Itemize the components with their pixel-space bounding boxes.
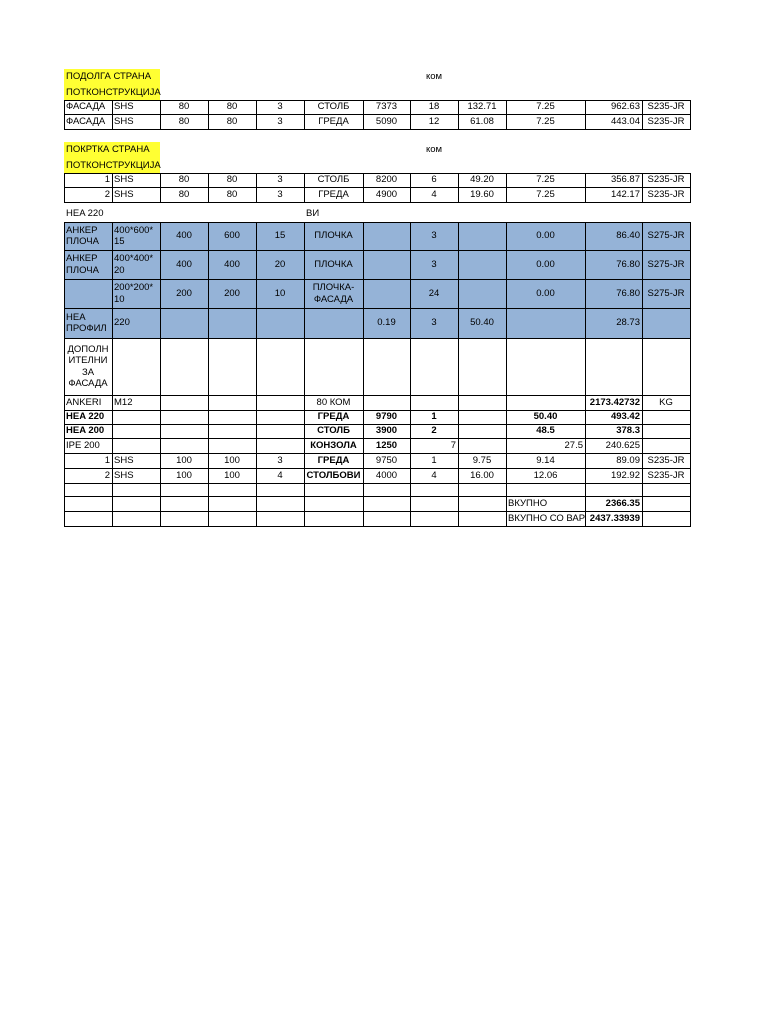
table-cell[interactable] — [64, 279, 112, 308]
table-cell[interactable] — [256, 511, 304, 526]
grid-line — [64, 395, 691, 396]
table-cell[interactable] — [160, 483, 208, 496]
table-cell[interactable]: KG — [659, 396, 673, 408]
table-cell[interactable]: 80 — [226, 115, 238, 127]
table-cell[interactable] — [363, 250, 410, 279]
table-cell[interactable] — [458, 410, 506, 424]
grid-line — [112, 173, 113, 203]
table-cell[interactable]: SHS — [114, 101, 134, 113]
table-cell[interactable]: ГРЕДА — [317, 411, 350, 423]
table-cell[interactable]: ПЛОЧКА — [304, 222, 363, 250]
table-cell[interactable] — [304, 338, 363, 395]
table-cell[interactable] — [506, 338, 585, 395]
row-label[interactable]: HEA 220 — [66, 208, 104, 220]
table-cell[interactable] — [208, 308, 256, 338]
table-cell[interactable] — [642, 308, 690, 338]
table-cell[interactable] — [458, 496, 506, 511]
table-cell[interactable]: ANKERI — [66, 396, 102, 408]
table-cell[interactable] — [208, 496, 256, 511]
grid-line — [363, 173, 364, 203]
table-cell[interactable]: 12.06 — [533, 469, 558, 481]
grid-line — [64, 187, 691, 188]
table-cell[interactable]: S235-JR — [647, 469, 685, 481]
table-cell[interactable] — [112, 410, 160, 424]
grid-line — [690, 100, 691, 130]
table-cell[interactable] — [363, 395, 410, 410]
table-cell[interactable]: 200 — [160, 279, 208, 308]
table-cell[interactable]: 400 — [160, 222, 208, 250]
table-cell[interactable] — [256, 424, 304, 438]
table-cell[interactable]: S275-JR — [642, 279, 690, 308]
table-cell[interactable]: ГРЕДА — [317, 454, 350, 466]
grid-line — [458, 222, 459, 396]
table-cell[interactable]: АНКЕР ПЛОЧА — [64, 222, 112, 250]
table-cell[interactable]: 12 — [428, 115, 440, 127]
table-cell[interactable]: 3 — [410, 308, 458, 338]
table-cell[interactable] — [160, 410, 208, 424]
grid-line — [410, 173, 411, 203]
table-cell[interactable]: 1 — [104, 454, 110, 466]
table-cell[interactable] — [256, 410, 304, 424]
row-label[interactable]: ВИ — [306, 208, 320, 220]
table-cell[interactable]: 7 — [450, 439, 456, 451]
table-cell[interactable] — [304, 496, 363, 511]
table-cell[interactable]: 378.3 — [616, 425, 640, 437]
grid-line — [304, 395, 305, 527]
table-cell[interactable]: 142.17 — [610, 188, 640, 200]
table-cell[interactable] — [208, 438, 256, 453]
grid-line — [363, 222, 364, 396]
table-cell[interactable] — [642, 438, 690, 453]
table-cell[interactable]: 2 — [431, 425, 437, 437]
table-cell[interactable] — [208, 338, 256, 395]
table-cell[interactable]: ГРЕДА — [318, 188, 349, 200]
table-cell[interactable]: 100 — [176, 469, 192, 481]
table-cell[interactable] — [160, 424, 208, 438]
table-cell[interactable] — [64, 511, 112, 526]
grid-line — [506, 395, 507, 527]
table-cell[interactable]: 80 — [226, 174, 238, 186]
table-cell[interactable] — [208, 395, 256, 410]
table-cell[interactable] — [410, 511, 458, 526]
table-cell[interactable]: 7373 — [375, 101, 398, 113]
table-cell[interactable]: 9790 — [375, 411, 398, 423]
table-cell[interactable] — [304, 483, 363, 496]
grid-line — [458, 100, 459, 130]
table-cell[interactable]: S235-JR — [647, 454, 685, 466]
table-cell[interactable]: SHS — [114, 469, 134, 481]
table-cell[interactable]: 3 — [277, 174, 283, 186]
table-cell[interactable]: S275-JR — [642, 222, 690, 250]
table-cell[interactable]: ФАСАДА — [66, 101, 106, 113]
table-cell[interactable]: 400 — [208, 250, 256, 279]
grid-line — [112, 100, 113, 130]
table-cell[interactable]: 20 — [256, 250, 304, 279]
table-cell[interactable]: 80 — [226, 101, 238, 113]
table-cell[interactable] — [363, 338, 410, 395]
table-cell[interactable] — [64, 483, 112, 496]
grid-line — [208, 173, 209, 203]
table-cell[interactable]: 3 — [410, 250, 458, 279]
grid-line — [64, 129, 691, 130]
table-cell[interactable]: S235-JR — [647, 115, 685, 127]
table-cell[interactable]: ФАСАДА — [66, 115, 106, 127]
grid-line — [160, 395, 161, 527]
table-cell[interactable]: 27.5 — [564, 439, 583, 451]
table-cell[interactable] — [112, 338, 160, 395]
table-cell[interactable]: 3 — [277, 101, 283, 113]
grid-line — [64, 438, 691, 439]
table-cell[interactable]: 1 — [431, 411, 437, 423]
total-vat-label[interactable]: ВКУПНО СО ВАР — [508, 512, 586, 524]
grid-line — [256, 222, 257, 396]
table-cell[interactable]: 80 — [178, 101, 190, 113]
grid-line — [64, 453, 691, 454]
table-cell[interactable]: ГРЕДА — [318, 115, 349, 127]
table-cell[interactable]: 600 — [208, 222, 256, 250]
grid-line — [585, 100, 586, 130]
table-cell[interactable]: 2 — [104, 188, 110, 200]
table-cell[interactable]: 5090 — [375, 115, 398, 127]
table-cell[interactable]: 192.92 — [610, 469, 640, 481]
table-cell[interactable]: SHS — [114, 174, 134, 186]
row-label[interactable]: ДОПОЛН ИТЕЛНИ ЗА ФАСАДА — [67, 343, 109, 389]
table-cell[interactable] — [642, 410, 690, 424]
table-cell[interactable] — [208, 410, 256, 424]
grid-line — [363, 100, 364, 130]
table-cell[interactable]: 100 — [176, 454, 192, 466]
grid-line — [64, 250, 691, 251]
table-cell[interactable] — [363, 222, 410, 250]
table-cell[interactable] — [458, 279, 506, 308]
table-cell[interactable]: S235-JR — [647, 101, 685, 113]
table-cell[interactable] — [112, 424, 160, 438]
table-cell[interactable]: 80 КОМ — [316, 396, 351, 408]
grid-line — [410, 395, 411, 527]
table-cell[interactable] — [410, 496, 458, 511]
table-cell[interactable]: 3 — [277, 454, 283, 466]
table-cell[interactable]: КОНЗОЛА — [310, 439, 357, 451]
grid-line — [458, 173, 459, 203]
grid-line — [64, 308, 691, 309]
table-cell[interactable]: 7.25 — [536, 188, 555, 200]
grid-line — [256, 395, 257, 527]
table-cell[interactable]: 4000 — [375, 469, 398, 481]
grid-line — [160, 100, 161, 130]
table-cell[interactable] — [256, 308, 304, 338]
table-cell[interactable]: 80 — [178, 174, 190, 186]
table-cell[interactable]: 100 — [224, 469, 240, 481]
grid-line — [506, 173, 507, 203]
table-cell[interactable] — [458, 250, 506, 279]
table-cell[interactable]: 132.71 — [467, 101, 497, 113]
table-cell[interactable] — [642, 338, 690, 395]
table-cell[interactable]: 0.00 — [506, 279, 585, 308]
table-cell[interactable]: 7.25 — [536, 101, 555, 113]
table-cell[interactable]: HEA 220 — [66, 411, 105, 423]
grid-line — [64, 496, 691, 497]
table-cell[interactable]: 80 — [178, 115, 190, 127]
table-cell[interactable]: 4 — [277, 469, 283, 481]
table-cell[interactable]: 4 — [431, 469, 437, 481]
grid-line — [64, 202, 691, 203]
grid-line — [64, 511, 691, 512]
grid-line — [160, 173, 161, 203]
table-cell[interactable]: 200 — [208, 279, 256, 308]
table-cell[interactable]: 76.80 — [585, 279, 642, 308]
total-label[interactable]: ВКУПНО — [508, 497, 548, 509]
table-cell[interactable]: 0.00 — [506, 250, 585, 279]
table-cell[interactable] — [160, 438, 208, 453]
table-cell[interactable] — [208, 424, 256, 438]
table-cell[interactable]: 89.09 — [616, 454, 640, 466]
grid-line — [363, 395, 364, 527]
total-vat-value[interactable]: 2437.33939 — [589, 512, 640, 524]
grid-line — [64, 222, 691, 223]
grid-line — [690, 222, 691, 396]
grid-line — [642, 395, 643, 527]
table-cell[interactable]: 86.40 — [585, 222, 642, 250]
table-cell[interactable] — [642, 511, 690, 526]
table-cell[interactable] — [256, 483, 304, 496]
table-cell[interactable]: 7.25 — [536, 174, 555, 186]
grid-line — [208, 222, 209, 396]
grid-line — [64, 279, 691, 280]
table-cell[interactable]: 0.00 — [506, 222, 585, 250]
grid-line — [64, 526, 691, 527]
table-cell[interactable] — [585, 338, 642, 395]
grid-line — [642, 222, 643, 396]
table-cell[interactable] — [642, 496, 690, 511]
table-cell[interactable]: 6 — [431, 174, 437, 186]
table-cell[interactable]: 16.00 — [470, 469, 494, 481]
table-cell[interactable]: S275-JR — [642, 250, 690, 279]
table-cell[interactable] — [458, 338, 506, 395]
table-cell[interactable]: SHS — [114, 454, 134, 466]
table-cell[interactable] — [458, 511, 506, 526]
table-cell[interactable]: 49.20 — [470, 174, 494, 186]
table-cell[interactable]: 18 — [428, 101, 440, 113]
grid-line — [304, 222, 305, 396]
table-cell[interactable]: 240.625 — [605, 439, 640, 451]
table-cell[interactable] — [458, 424, 506, 438]
table-cell[interactable]: M12 — [114, 396, 133, 408]
table-cell[interactable] — [410, 338, 458, 395]
table-cell[interactable]: 356.87 — [610, 174, 640, 186]
table-cell[interactable]: СТОЛБ — [317, 174, 350, 186]
table-cell[interactable] — [506, 395, 585, 410]
table-cell[interactable]: 220 — [112, 308, 160, 338]
grid-line — [64, 395, 65, 527]
table-cell[interactable]: 9750 — [375, 454, 398, 466]
table-cell[interactable] — [112, 438, 160, 453]
grid-line — [64, 114, 691, 115]
table-cell[interactable] — [160, 338, 208, 395]
table-cell[interactable] — [642, 483, 690, 496]
table-cell[interactable]: 2173.42732 — [589, 396, 640, 408]
table-cell[interactable]: АНКЕР ПЛОЧА — [64, 250, 112, 279]
table-cell[interactable] — [160, 511, 208, 526]
table-cell[interactable]: 3900 — [375, 425, 398, 437]
table-cell[interactable] — [256, 438, 304, 453]
table-cell[interactable]: 3 — [410, 222, 458, 250]
table-cell[interactable]: 8200 — [375, 174, 398, 186]
table-cell[interactable]: 19.60 — [470, 188, 494, 200]
table-cell[interactable]: 4900 — [375, 188, 398, 200]
table-cell[interactable]: HEA 200 — [66, 425, 105, 437]
table-cell[interactable] — [363, 511, 410, 526]
table-cell[interactable]: 61.08 — [470, 115, 494, 127]
grid-line — [64, 338, 691, 339]
grid-line — [64, 100, 65, 130]
table-cell[interactable] — [160, 308, 208, 338]
grid-line — [458, 395, 459, 527]
grid-line — [690, 173, 691, 203]
grid-line — [112, 222, 113, 396]
grid-line — [585, 222, 586, 396]
table-cell[interactable]: 2 — [104, 469, 110, 481]
table-cell[interactable]: 24 — [410, 279, 458, 308]
table-cell[interactable] — [256, 496, 304, 511]
table-cell[interactable]: 4 — [431, 188, 437, 200]
grid-line — [208, 395, 209, 527]
table-cell[interactable]: 1 — [104, 174, 110, 186]
grid-line — [64, 222, 65, 396]
table-cell[interactable]: S235-JR — [647, 174, 685, 186]
grid-line — [585, 395, 586, 527]
grid-line — [64, 483, 691, 484]
table-cell[interactable]: 28.73 — [585, 308, 642, 338]
section-title[interactable]: ПОДОЛГА СТРАНА — [64, 69, 160, 85]
table-cell[interactable]: 3 — [277, 188, 283, 200]
table-cell[interactable] — [458, 395, 506, 410]
table-cell[interactable]: 50.40 — [458, 308, 506, 338]
grid-line — [64, 173, 691, 174]
table-cell[interactable]: 1250 — [375, 439, 398, 451]
table-cell[interactable] — [112, 483, 160, 496]
table-cell[interactable]: 100 — [224, 454, 240, 466]
section-title[interactable]: ПОКРТКА СТРАНА — [64, 142, 160, 158]
table-cell[interactable]: 7.25 — [536, 115, 555, 127]
table-cell[interactable]: 50.40 — [533, 411, 558, 423]
grid-line — [642, 100, 643, 130]
table-cell[interactable] — [363, 483, 410, 496]
unit-label[interactable]: ком — [425, 144, 443, 156]
table-cell[interactable] — [410, 483, 458, 496]
grid-line — [256, 173, 257, 203]
grid-line — [506, 100, 507, 130]
table-cell[interactable]: 1 — [431, 454, 437, 466]
section-title[interactable]: ПОТКОНСТРУКЦИЈА — [64, 158, 160, 173]
table-cell[interactable] — [458, 222, 506, 250]
table-cell[interactable]: 48.5 — [536, 425, 555, 437]
grid-line — [690, 395, 691, 527]
table-cell[interactable]: HEA ПРОФИЛ — [64, 308, 112, 338]
table-cell[interactable] — [506, 483, 585, 496]
table-cell[interactable]: СТОЛБ — [317, 425, 350, 437]
table-cell[interactable]: СТОЛБОВИ — [306, 469, 361, 481]
table-cell[interactable]: IPE 200 — [66, 439, 100, 451]
grid-line — [585, 173, 586, 203]
table-cell[interactable]: 9.75 — [472, 454, 492, 466]
grid-line — [64, 468, 691, 469]
grid-line — [208, 100, 209, 130]
table-cell[interactable] — [363, 496, 410, 511]
table-cell[interactable]: SHS — [114, 188, 134, 200]
grid-line — [64, 424, 691, 425]
table-cell[interactable] — [160, 496, 208, 511]
table-cell[interactable] — [112, 496, 160, 511]
table-cell[interactable] — [64, 496, 112, 511]
grid-line — [304, 100, 305, 130]
table-cell[interactable]: СТОЛБ — [317, 101, 350, 113]
table-cell[interactable] — [304, 511, 363, 526]
grid-line — [256, 100, 257, 130]
grid-line — [410, 100, 411, 130]
grid-line — [304, 173, 305, 203]
table-cell[interactable]: 80 — [226, 188, 238, 200]
table-cell[interactable] — [506, 308, 585, 338]
total-value[interactable]: 2366.35 — [605, 497, 640, 509]
table-cell[interactable]: 400 — [160, 250, 208, 279]
table-cell[interactable] — [410, 395, 458, 410]
grid-line — [64, 410, 691, 411]
table-cell[interactable]: 10 — [256, 279, 304, 308]
table-cell[interactable] — [256, 395, 304, 410]
grid-line — [642, 173, 643, 203]
table-cell[interactable] — [642, 424, 690, 438]
table-cell[interactable] — [458, 438, 506, 453]
grid-line — [112, 395, 113, 527]
table-cell[interactable]: 443.04 — [610, 115, 640, 127]
table-cell[interactable] — [256, 338, 304, 395]
grid-line — [410, 222, 411, 396]
table-cell[interactable] — [304, 308, 363, 338]
table-cell[interactable] — [112, 511, 160, 526]
table-cell[interactable]: 15 — [256, 222, 304, 250]
table-cell[interactable]: 493.42 — [610, 411, 640, 423]
table-cell[interactable] — [458, 483, 506, 496]
table-cell[interactable]: 400*400* 20 — [112, 250, 160, 279]
grid-line — [64, 100, 691, 101]
table-cell[interactable]: 200*200* 10 — [112, 279, 160, 308]
table-cell[interactable]: 9.14 — [536, 454, 555, 466]
table-cell[interactable]: 400*600* 15 — [112, 222, 160, 250]
unit-label[interactable]: ком — [425, 71, 443, 83]
table-cell[interactable]: ПЛОЧКА-ФАСАДА — [304, 279, 363, 308]
grid-line — [64, 173, 65, 203]
table-cell[interactable]: SHS — [114, 115, 134, 127]
table-cell[interactable]: ПЛОЧКА — [304, 250, 363, 279]
table-cell[interactable] — [208, 511, 256, 526]
table-cell[interactable]: 0.19 — [363, 308, 410, 338]
table-cell[interactable] — [363, 279, 410, 308]
table-cell[interactable]: 76.80 — [585, 250, 642, 279]
table-cell[interactable]: 3 — [277, 115, 283, 127]
grid-line — [160, 222, 161, 396]
grid-line — [506, 222, 507, 396]
section-title[interactable]: ПОТКОНСТРУКЦИЈА — [64, 85, 160, 100]
table-cell[interactable]: 80 — [178, 188, 190, 200]
table-cell[interactable]: 962.63 — [610, 101, 640, 113]
table-cell[interactable] — [208, 483, 256, 496]
table-cell[interactable] — [160, 395, 208, 410]
table-cell[interactable] — [585, 483, 642, 496]
table-cell[interactable]: S235-JR — [647, 188, 685, 200]
